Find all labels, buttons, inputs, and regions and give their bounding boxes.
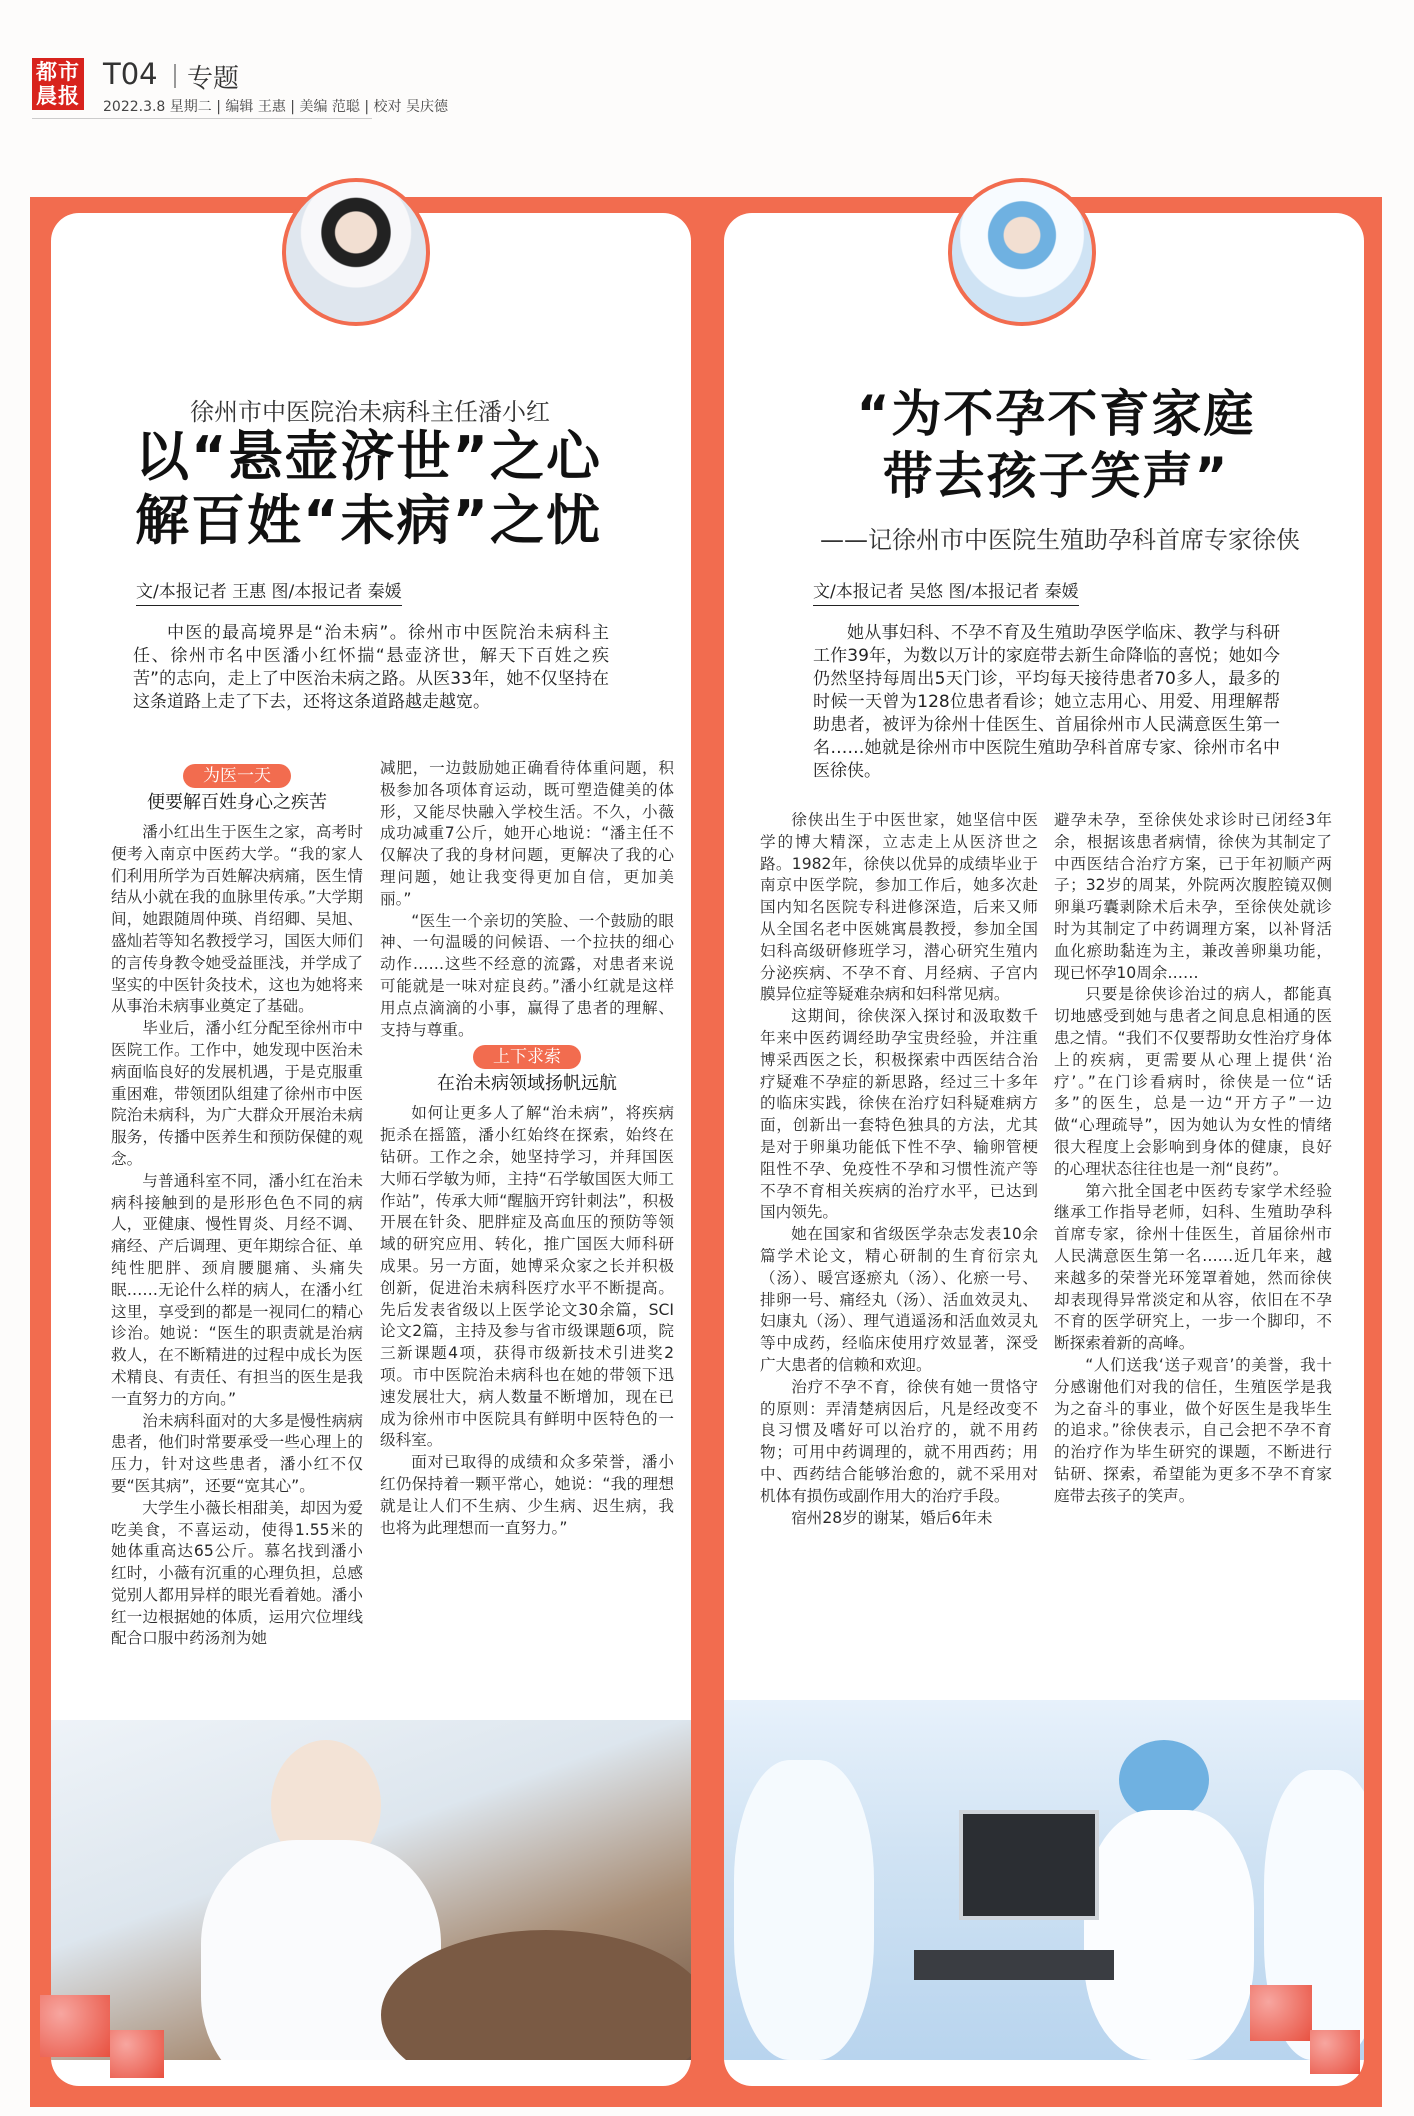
paragraph: 与普通科室不同，潘小红在治未病科接触到的是形形色色不同的病人，亚健康、慢性胃炎、月经不调、痛经、产后调理、更年期综合征、单纯性肥胖、颈肩腰腿痛、头痛失眠……无论什么样的病人，在潘小红这里，享受到的都是一视同仁的精心诊治。她说：“医生的职责就是治病救人，在不断精进的过程中成长为医术精良、有责任、有担当的医生是我一直努力的方向。” <box>111 1171 363 1408</box>
paragraph: 这期间，徐侠深入探讨和汲取数千年来中医药调经助孕宝贵经验，并注重博采西医之长，积极探索中西医结合治疗疑难不孕症的新思路，经过三十多年的临床实践，徐侠在治疗妇科疑难病方面，创新出一套特色独具的方法，尤其是对于卵巢功能低下性不孕、输卵管梗阻性不孕、免疫性不孕和习惯性流产等不孕不育相关疾病的治疗水平，已达到国内领先。 <box>760 1007 1038 1222</box>
left-headline-line1: 以“悬壶济世”之心 <box>135 425 602 488</box>
right-intro: 她从事妇科、不孕不育及生殖助孕医学临床、教学与科研工作39年，为数以万计的家庭带去新生命降临的喜悦；她如今仍然坚持每周出5天门诊，平均每天接待患者70多人，最多的时候一天曾为128位患者看诊；她立志用心、用爱、用理解帮助患者，被评为徐州十佳医生、首届徐州市人民满意医生第一名……她就是徐州市中医院生殖助孕科首席专家、徐州市名中医徐侠。 <box>813 623 1280 781</box>
paragraph: “人们送我‘送子观音’的美誉，我十分感谢他们对我的信任，生殖医学是我为之奋斗的事业，做个好医生是我毕生的追求。”徐侠表示，自己会把不孕不育的治疗作为毕生研究的课题，不断进行钻研、探索，希望能为更多不孕不育家庭带去孩子的笑声。 <box>1054 1355 1332 1505</box>
paragraph: 宿州28岁的谢某，婚后6年未 <box>791 1508 993 1527</box>
left-tag-2-sub: 在治未病领域扬帆远航 <box>437 1073 617 1095</box>
paragraph: 第六批全国老中医药专家学术经验继承工作指导老师，妇科、生殖助孕科首席专家，徐州十佳医生，首届徐州市人民满意医生第一名……近几年来，越来越多的荣誉光环笼罩着她，然而徐侠却表现得异常淡定和从容，依旧在不孕不育的医学研究上，一步一个脚印，不断探索着新的高峰。 <box>1054 1181 1332 1353</box>
right-column-2 <box>1054 810 1332 1700</box>
left-tag-1: 为医一天 <box>183 764 291 788</box>
heart-decoration <box>40 1995 110 2057</box>
dateline: 2022.3.8 星期二 | 编辑 王惠 | 美编 范聪 | 校对 吴庆德 <box>103 99 448 115</box>
portrait-xu-xia <box>948 178 1096 326</box>
left-column-2 <box>380 758 674 1718</box>
left-byline: 文/本报记者 王惠 图/本报记者 秦媛 <box>136 577 402 606</box>
paragraph: 徐侠出生于中医世家，她坚信中医学的博大精深，立志走上从医济世之路。1982年，徐侠以优异的成绩毕业于南京中医学院，参加工作后，她多次赴国内知名医院专科进修深造，后来又师从全国名老中医姚寓晨教授，参加全国妇科高级研修班学习，潜心研究生殖内分泌疾病、不孕不育、月经病、子宫内膜异位症等疑难杂病和妇科常见病。 <box>760 811 1038 1004</box>
paragraph: 她在国家和省级医学杂志发表10余篇学术论文，精心研制的生育衍宗丸（汤）、暖宫逐瘀丸（汤）、化瘀一号、排卵一号、痛经丸（汤）、活血效灵丸、妇康丸（汤）、理气逍遥汤和活血效灵丸等中成药，经临床使用疗效显著，深受广大患者的信赖和欢迎。 <box>760 1225 1038 1374</box>
paragraph: 减肥，一边鼓励她正确看待体重问题，积极参加各项体育运动，既可塑造健美的体形，又能尽快融入学校生活。不久，小薇成功减重7公斤，她开心地说：“潘主任不仅解决了我的身材问题，更解决了我的心理问题，她让我变得更加自信，更加美丽。” <box>380 759 674 908</box>
logo-line1: 都市 <box>36 60 80 84</box>
paragraph: 面对已取得的成绩和众多荣誉，潘小红仍保持着一颗平常心，她说：“我的理想就是让人们不生病、少生病、迟生病，我也将为此理想而一直努力。” <box>380 1453 674 1537</box>
photo-acupuncture-treatment <box>51 1720 691 2060</box>
paragraph: 大学生小薇长相甜美，却因为爱吃美食，不喜运动，使得1.55米的她体重高达65公斤。慕名找到潘小红时，小薇有沉重的心理负担，总感觉别人都用异样的眼光看着她。潘小红一边根据她的体质，运用穴位埋线配合口服中药汤剂为她 <box>111 1498 363 1648</box>
right-byline: 文/本报记者 吴悠 图/本报记者 秦媛 <box>813 577 1079 606</box>
header-rule <box>32 118 372 119</box>
right-column-1 <box>760 810 1038 1700</box>
right-headline-line2: 带去孩子笑声” <box>882 447 1230 505</box>
paragraph: 只要是徐侠诊治过的病人，都能真切地感受到她与患者之间息息相通的医患之情。“我们不仅要帮助女性治疗身体上的疾病，更需要从心理上提供‘治疗’。”在门诊看病时，徐侠是一位“话多”的医生，总是一边“开方子”一边做“心理疏导”，因为她认为女性的情绪很大程度上会影响到身体的健康，良好的心理状态往往也是一剂“良药”。 <box>1054 985 1332 1178</box>
heart-decoration <box>1250 1985 1312 2041</box>
left-subtitle: 徐州市中医院治未病科主任潘小红 <box>190 398 550 426</box>
section-name: 专题 <box>187 64 240 94</box>
heart-decoration <box>1310 2030 1360 2074</box>
paragraph: 避孕未孕，至徐侠处求诊时已闭经3年余，根据该患者病情，徐侠为其制定了中西医结合治疗方案，已于年初顺产两子；32岁的周某，外院两次腹腔镜双侧卵巢巧囊剥除术后未孕，至徐侠处就诊时为其制定了中药调理方案，以补肾活血化瘀助黏连为主，兼改善卵巢功能，现已怀孕10周余…… <box>1054 811 1332 982</box>
paragraph: 治未病科面对的大多是慢性病病患者，他们时常要承受一些心理上的压力，针对这些患者，潘小红不仅要“医其病”，还要“宽其心”。 <box>111 1411 363 1495</box>
left-tag-1-sub: 便要解百姓身心之疾苦 <box>147 792 327 813</box>
paragraph: 治疗不孕不育，徐侠有她一贯恪守的原则：弄清楚病因后，凡是经改变不良习惯及嗜好可以治疗的，就不用药物；可用中药调理的，就不用西药；用中、西药结合能够治愈的，就不采用对机体有损伤或副作用大的治疗手段。 <box>760 1377 1038 1505</box>
left-headline-line2: 解百姓“未病”之忧 <box>135 489 602 552</box>
masthead-logo <box>32 58 84 110</box>
right-headline-line1: “为不孕不育家庭 <box>856 385 1256 443</box>
right-headline <box>836 383 1276 507</box>
right-dek: ——记徐州市中医院生殖助孕科首席专家徐侠 <box>820 526 1300 554</box>
left-column-1 <box>111 760 363 1720</box>
paragraph: 潘小红出生于医生之家，高考时便考入南京中医药大学。“我的家人们利用所学为百姓解决病痛，医生情结从小就在我的血脉里传承。”大学期间，她跟随周仲瑛、肖绍卿、吴旭、盛灿若等知名教授学习，国医大师们的言传身教令她受益匪浅，并学成了坚实的中医针灸技术，这也为她将来从事治未病事业奠定了基础。 <box>111 823 363 1016</box>
logo-line2: 晨报 <box>36 84 80 108</box>
left-intro: 中医的最高境界是“治未病”。徐州市中医院治未病科主任、徐州市名中医潘小红怀揣“悬壶济世，解天下百姓之疾苦”的志向，走上了中医治未病之路。从医33年，她不仅坚持在这条道路上走了下去，还将这条道路越走越宽。 <box>133 623 609 712</box>
header-separator <box>174 64 176 88</box>
page-number: T04 <box>103 57 158 91</box>
heart-decoration <box>110 2030 164 2078</box>
portrait-pan-xiaohong <box>282 178 430 326</box>
paragraph: 毕业后，潘小红分配至徐州市中医院工作。工作中，她发现中医治未病面临良好的发展机遇，于是克服重重困难，带领团队组建了徐州市中医院治未病科，为广大群众开展治未病服务，传播中医养生和预防保健的观念。 <box>111 1019 363 1168</box>
paragraph: 如何让更多人了解“治未病”，将疾病扼杀在摇篮，潘小红始终在探索，始终在钻研。工作之余，她坚持学习，并拜国医大师石学敏为师，主持“石学敏国医大师工作站”，传承大师“醒脑开窍针刺法”，积极开展在针灸、肥胖症及高血压的预防等领域的研究应用、转化，推广国医大师科研成果。另一方面，她博采众家之长并积极创新，促进治未病科医疗水平不断提高。先后发表省级以上医学论文30余篇，SCI论文2篇，主持及参与省市级课题6项，院三新课题4项，获得市级新技术引进奖2项。市中医院治未病科也在她的带领下迅速发展壮大，病人数量不断增加，现在已成为徐州市中医院具有鲜明中医特色的一级科室。 <box>380 1104 674 1450</box>
paragraph: “医生一个亲切的笑脸、一个鼓励的眼神、一句温暖的问候语、一个拉扶的细心动作……这些不经意的流露，对患者来说可能就是一味对症良药。”潘小红就是这样用点点滴滴的小事，赢得了患者的理解、支持与尊重。 <box>380 911 674 1039</box>
left-headline <box>135 425 655 553</box>
left-tag-2: 上下求索 <box>473 1045 581 1069</box>
